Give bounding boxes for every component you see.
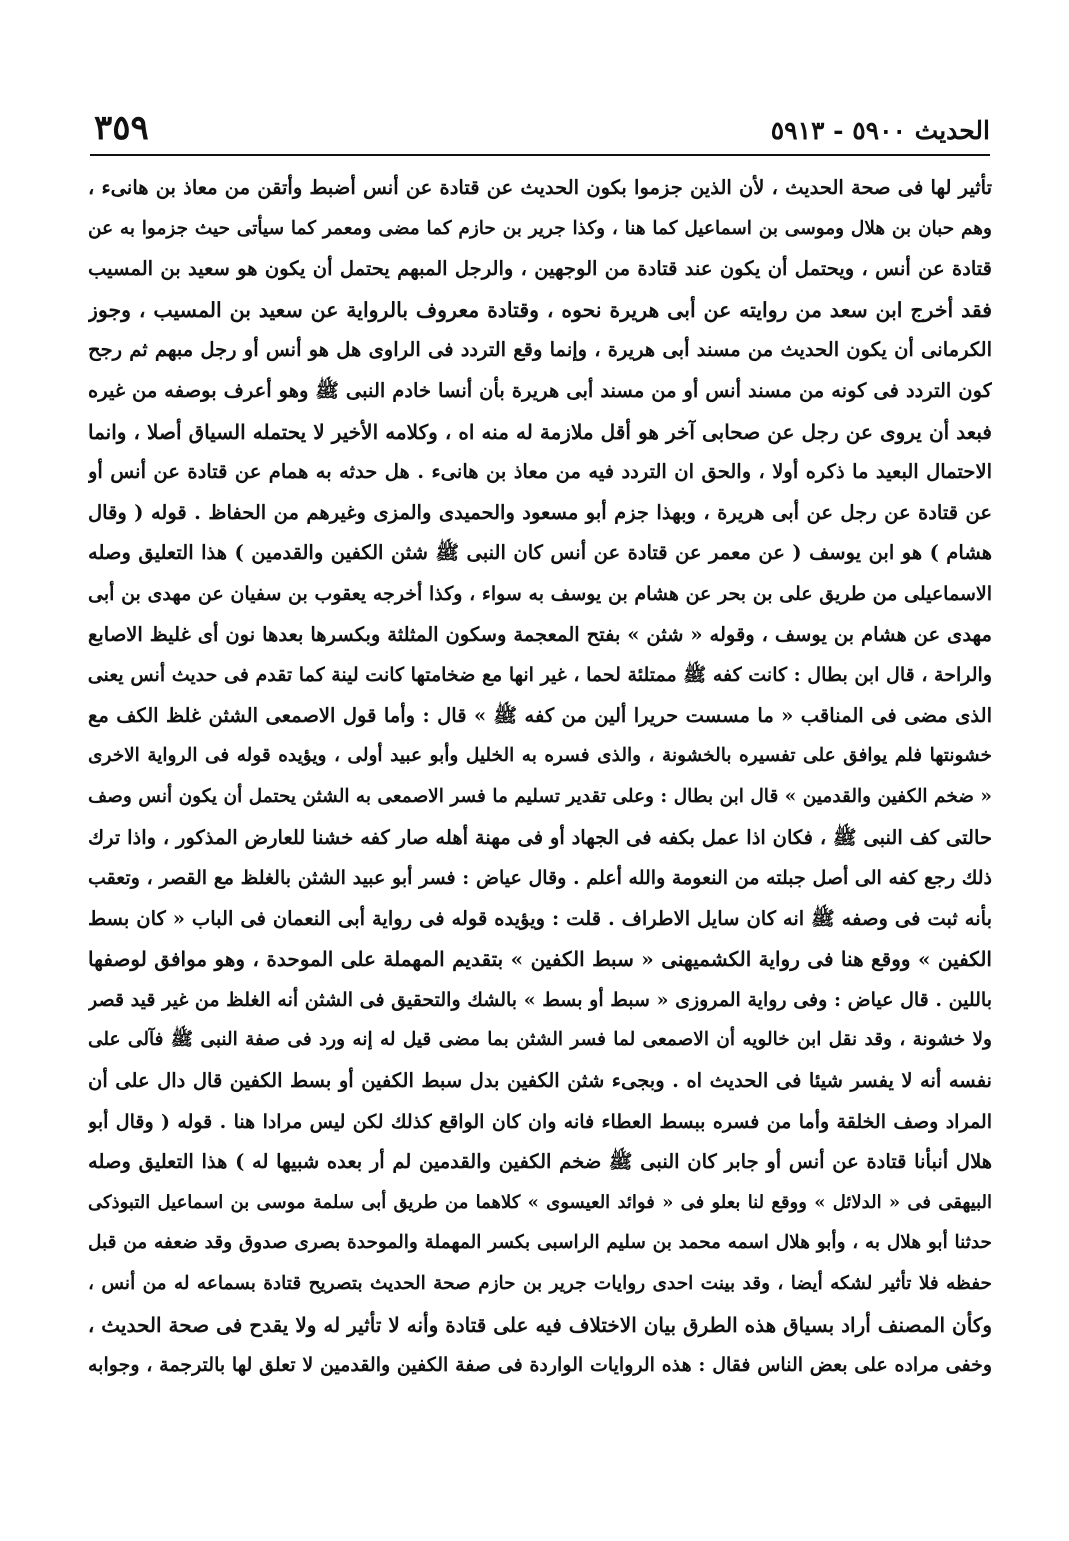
text-line: تأثير لها فى صحة الحديث ، لأن الذين جزموا بكون الحديث عن قتادة عن أنس أضبط وأتقن من معاذ بن هانىء ،	[88, 176, 992, 199]
body-text	[88, 168, 992, 1386]
text-line: وخفى مراده على بعض الناس فقال : هذه الروايات الواردة فى صفة الكفين والقدمين لا تعلق لها بالترجمة ، وجوابه	[88, 1354, 992, 1377]
text-line: ذلك رجع كفه الى أصل جبلته من النعومة والله أعلم . وقال عياض : فسر أبو عبيد الشثن بالغلظ مع القصر ، وتعقب	[88, 867, 992, 890]
text-line: مهدى عن هشام بن يوسف ، وقوله « شثن » بفتح المعجمة وسكون المثلثة وبكسرها بعدها نون أى غليظ الاصابع	[88, 622, 992, 646]
text-line: فبعد أن يروى عن رجل عن صحابى آخر هو أقل ملازمة له منه اه ، وكلامه الأخير لا يحتمله السياق أصلا ، وانما	[88, 419, 992, 444]
text-line: خشونتها فلم يوافق على تفسيره بالخشونة ، والذى فسره به الخليل وأبو عبيد أولى ، ويؤيده قوله فى الرواية الاخرى	[88, 745, 992, 767]
text-line: قتادة عن أنس ، ويحتمل أن يكون عند قتادة من الوجهين ، والرجل المبهم يحتمل أن يكون هو سعيد بن المسيب	[88, 257, 992, 281]
text-line: الكرمانى أن يكون الحديث من مسند أبى هريرة ، وإنما وقع التردد فى الراوى هل هو أنس أو رجل مبهم ثم رجح	[88, 338, 992, 362]
text-line: وكأن المصنف أراد بسياق هذه الطرق بيان الاختلاف فيه على قتادة وأنه لا تأثير له ولا يقدح فى صحة الحديث ،	[88, 1312, 992, 1337]
text-line: الكفين » ووقع هنا فى رواية الكشميهنى « سبط الكفين » بتقديم المهملة على الموحدة ، وهو موافق لوصفها	[88, 947, 992, 972]
header-rule	[90, 154, 990, 156]
running-head: الحديث ٥٩٠٠ - ٥٩١٣	[770, 116, 990, 145]
page-header	[90, 108, 990, 152]
text-line: نفسه أنه لا يفسر شيئا فى الحديث اه . وبجىء شثن الكفين بدل سبط الكفين أو بسط الكفين قال دال على أن	[88, 1069, 992, 1093]
text-line: « ضخم الكفين والقدمين » قال ابن بطال : وعلى تقدير تسليم ما فسر الاصمعى به الشثن يحتمل أن يكون أنس وصف	[88, 785, 992, 807]
text-line: بأنه ثبت فى وصفه ﷺ انه كان سايل الاطراف . قلت : ويؤيده قوله فى رواية أبى النعمان فى الباب « كان بسط	[88, 906, 992, 930]
text-line: فقد أخرج ابن سعد من روايته عن أبى هريرة نحوه ، وقتادة معروف بالرواية عن سعيد بن المسيب ، وجوز	[88, 297, 992, 322]
text-line: عن قتادة عن رجل عن أبى هريرة ، وبهذا جزم أبو مسعود والحميدى والمزى وغيرهم من الحفاظ . قوله ( وقال	[88, 500, 992, 524]
text-line: حدثنا أبو هلال به ، وأبو هلال اسمه محمد بن سليم الراسبى بكسر المهملة والموحدة بصرى صدوق وقد ضعفه من قبل	[88, 1232, 992, 1254]
text-line: باللين . قال عياض : وفى رواية المروزى « سبط أو بسط » بالشك والتحقيق فى الشثن أنه الغلظ من غير قيد قصر	[88, 988, 992, 1011]
text-line: الذى مضى فى المناقب « ما مسست حريرا ألين من كفه ﷺ » قال : وأما قول الاصمعى الشثن غلظ الكف مع	[88, 703, 992, 727]
text-line: المراد وصف الخلقة وأما من فسره ببسط العطاء فانه وان كان الواقع كذلك لكن ليس مرادا هنا . قوله ( وقال أبو	[88, 1110, 992, 1133]
text-line: وهم حبان بن هلال وموسى بن اسماعيل كما هنا ، وكذا جرير بن حازم كما مضى ومعمر كما سيأتى حيث جزموا به عن	[88, 217, 992, 239]
text-line: والراحة ، قال ابن بطال : كانت كفه ﷺ ممتلئة لحما ، غير انها مع ضخامتها كانت لينة كما تقدم فى حديث أنس يعنى	[88, 664, 992, 687]
text-line: حفظه فلا تأثير لشكه أيضا ، وقد بينت احدى روايات جرير بن حازم صحة الحديث بتصريح قتادة بسماعه له من أنس ،	[88, 1273, 992, 1295]
text-line: كون التردد فى كونه من مسند أنس أو من مسند أبى هريرة بأن أنسا خادم النبى ﷺ وهو أعرف بوصفه من غيره	[88, 378, 992, 402]
text-line: حالتى كف النبى ﷺ ، فكان اذا عمل بكفه فى الجهاد أو فى مهنة أهله صار كفه خشنا للعارض المذكور ، واذا ترك	[88, 825, 992, 849]
text-line: هلال أنبأنا قتادة عن أنس أو جابر كان النبى ﷺ ضخم الكفين والقدمين لم أر بعده شبيها له ) هذا التعليق وصله	[88, 1150, 992, 1174]
text-line: هشام ) هو ابن يوسف ( عن معمر عن قتادة عن أنس كان النبى ﷺ شثن الكفين والقدمين ) هذا التعليق وصله	[88, 541, 992, 565]
page-number: ٣٥٩	[94, 108, 149, 148]
text-line: الاحتمال البعيد ما ذكره أولا ، والحق ان التردد فيه من معاذ بن هانىء . هل حدثه به همام عن قتادة عن أنس أو	[88, 460, 992, 484]
text-line: ولا خشونة ، وقد نقل ابن خالويه أن الاصمعى لما فسر الشثن بما مضى قيل له إنه ورد فى صفة النبى ﷺ فآلى على	[88, 1029, 992, 1051]
text-line: البيهقى فى « الدلائل » ووقع لنا بعلو فى « فوائد العيسوى » كلاهما من طريق أبى سلمة موسى بن اسماعيل التبوذكى	[88, 1191, 992, 1213]
text-line: الاسماعيلى من طريق على بن بحر عن هشام بن يوسف به سواء ، وكذا أخرجه يعقوب بن سفيان عن مهدى بن أبى	[88, 582, 992, 605]
